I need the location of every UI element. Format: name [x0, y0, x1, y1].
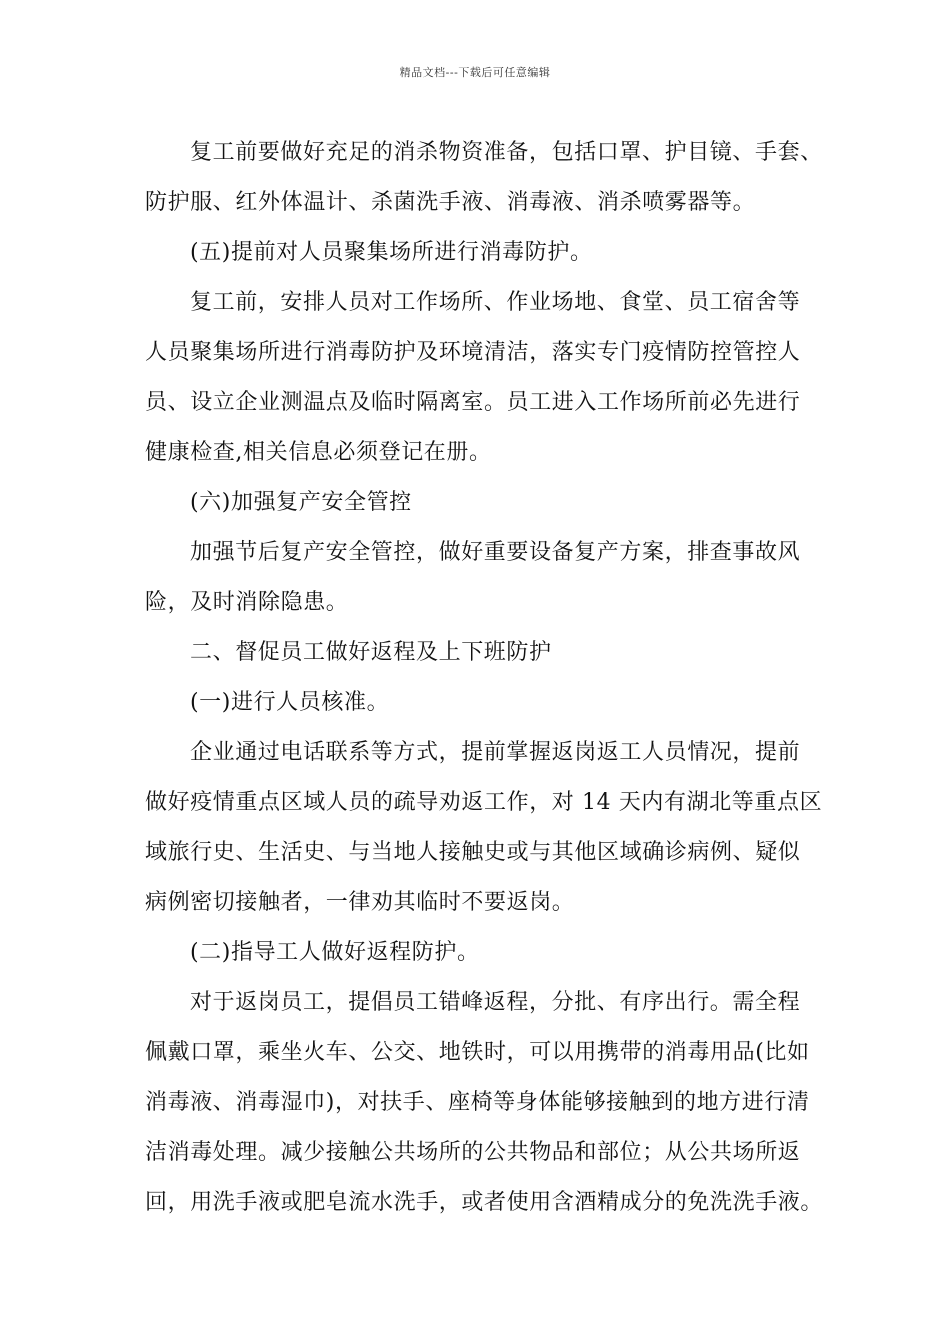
text-line: 洁消毒处理。减少接触公共场所的公共物品和部位；从公共场所返	[145, 1140, 801, 1165]
text-line: 人员聚集场所进行消毒防护及环境清洁，落实专门疫情防控管控人	[145, 340, 801, 365]
text-line: 回，用洗手液或肥皂流水洗手，或者使用含酒精成分的免洗洗手液。	[145, 1190, 824, 1215]
text-line: 加强节后复产安全管控，做好重要设备复产方案，排查事故风	[190, 540, 801, 565]
text-line: 险，及时消除隐患。	[145, 590, 349, 615]
document-body	[145, 128, 825, 1228]
text-line: 防护服、红外体温计、杀菌洗手液、消毒液、消杀喷雾器等。	[145, 190, 756, 215]
text-line: (二)指导工人做好返程防护。	[190, 940, 480, 965]
text-line: 健康检查,相关信息必须登记在册。	[145, 440, 492, 465]
text-line: 佩戴口罩，乘坐火车、公交、地铁时，可以用携带的消毒用品(比如	[145, 1040, 810, 1065]
text-line: 对于返岗员工，提倡员工错峰返程，分批、有序出行。需全程	[190, 990, 801, 1015]
text-line: (一)进行人员核准。	[190, 690, 390, 715]
text-line: 做好疫情重点区域人员的疏导劝返工作，对 14 天内有湖北等重点区	[145, 790, 823, 815]
text-line: 域旅行史、生活史、与当地人接触史或与其他区域确诊病例、疑似	[145, 840, 801, 865]
text-line: 复工前要做好充足的消杀物资准备，包括口罩、护目镜、手套、	[190, 140, 823, 165]
page-header: 精品文档---下载后可任意编辑	[399, 66, 551, 79]
text-line: 病例密切接触者，一律劝其临时不要返岗。	[145, 890, 575, 915]
text-line: 复工前，安排人员对工作场所、作业场地、食堂、员工宿舍等	[190, 290, 801, 315]
text-line: (五)提前对人员聚集场所进行消毒防护。	[190, 240, 593, 265]
text-line: (六)加强复产安全管控	[190, 490, 412, 515]
text-line: 员、设立企业测温点及临时隔离室。员工进入工作场所前必先进行	[145, 390, 801, 415]
text-line: 二、督促员工做好返程及上下班防护	[190, 640, 552, 665]
text-line: 企业通过电话联系等方式，提前掌握返岗返工人员情况，提前	[190, 740, 801, 765]
text-line: 消毒液、消毒湿巾)，对扶手、座椅等身体能够接触到的地方进行清	[145, 1090, 810, 1115]
